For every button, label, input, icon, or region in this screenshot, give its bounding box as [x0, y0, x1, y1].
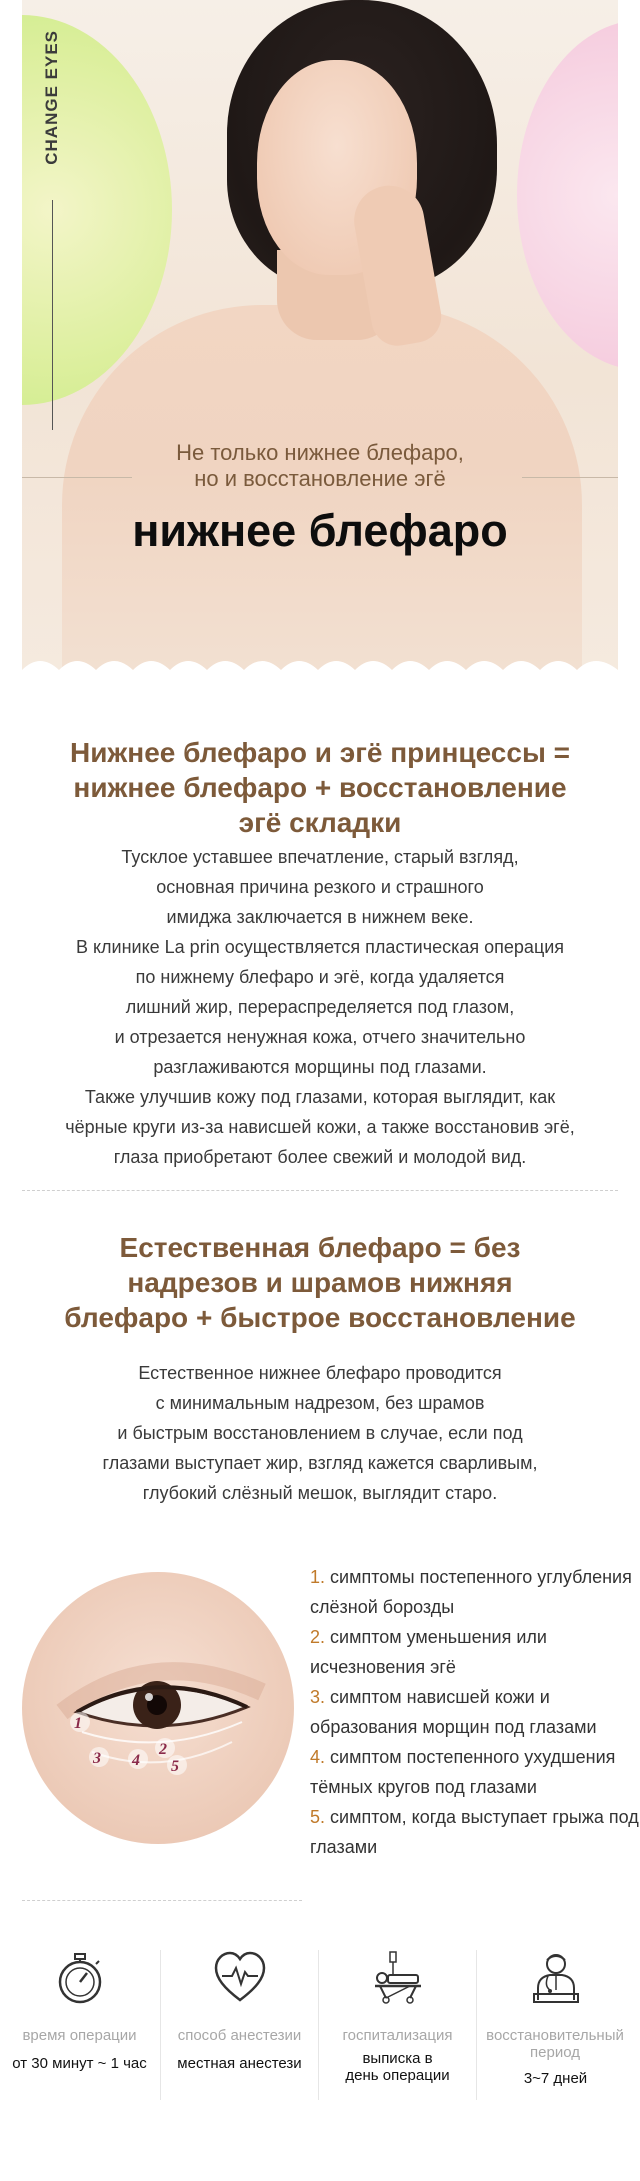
model-body	[62, 305, 582, 682]
info-label: госпитализация	[342, 2027, 453, 2044]
change-eyes-label: CHANGE EYES	[42, 30, 61, 165]
symptom-item: 4. симптом постепенного ухудшения тёмных кругов под глазами	[310, 1747, 616, 1797]
vertical-divider	[52, 200, 53, 430]
info-value: выписка в день операции	[345, 2050, 450, 2084]
symptom-item: 2. симптом уменьшения или исчезновения эгё	[310, 1627, 547, 1677]
symptom-item: 1. симптомы постепенного углубления слёзной борозды	[310, 1567, 632, 1617]
hospital-bed-icon	[372, 1950, 424, 2006]
hero-banner	[22, 0, 618, 682]
pink-circle-decoration	[517, 20, 618, 370]
info-separator	[476, 1950, 477, 2100]
section1-title: Нижнее блефаро и эгё принцессы = нижнее блефаро + восстановление эгё складки	[70, 737, 570, 838]
eye-marker-1: 1	[74, 1715, 82, 1732]
doctor-icon	[530, 1950, 582, 2006]
eye-marker-2: 2	[159, 1741, 167, 1758]
eye-closeup-image	[22, 1572, 294, 1844]
symptom-list	[310, 1562, 640, 1862]
symptom-item: 5. симптом, когда выступает грыжа под глазами	[310, 1807, 639, 1857]
eye-marker-5: 5	[171, 1758, 179, 1775]
section1-body: Тусклое уставшее впечатление, старый взгляд, основная причина резкого и страшного имиджа заключается в нижнем веке. В клинике La prin осуществляется пластическая операция по нижнему блефаро и эгё, когда удаляется лишний жир, перераспределяется под глазом, и отрезается ненужная кожа, отчего значительно разглаживаются морщины под глазами. Также улучшив кожу под глазами, которая выглядит, как чёрные круги из-за нависшей кожи, а также восстановив эгё, глаза приобретают более свежий и молодой вид.	[65, 847, 575, 1167]
section2-title: Естественная блефаро = без надрезов и шрамов нижняя блефаро + быстрое восстановление	[64, 1232, 576, 1333]
section2-body: Естественное нижнее блефаро проводится с минимальным надрезом, без шрамов и быстрым восстановлением в случае, если под глазами выступает жир, взгляд кажется сварливым, глубокий слёзный мешок, выглядит старо.	[102, 1363, 538, 1503]
symptoms-divider	[22, 1900, 302, 1901]
info-value: 3~7 дней	[523, 2070, 588, 2087]
eye-illustration	[22, 1572, 294, 1844]
heart-pulse-icon	[214, 1950, 266, 2006]
info-value: местная анестези	[177, 2055, 302, 2072]
eye-marker-4: 4	[132, 1752, 140, 1769]
info-label: восстановительный период	[486, 2027, 624, 2061]
info-value: от 30 минут ~ 1 час	[12, 2055, 147, 2072]
eye-marker-3: 3	[93, 1750, 101, 1767]
section-divider	[22, 1190, 618, 1191]
stopwatch-icon	[54, 1950, 106, 2006]
symptom-item: 3. симптом нависшей кожи и образования морщин под глазами	[310, 1687, 597, 1737]
hero-subtitle: Не только нижнее блефаро, но и восстановление эгё	[176, 440, 464, 491]
info-label: способ анестезии	[177, 2027, 302, 2044]
info-separator	[318, 1950, 319, 2100]
info-label: время операции	[22, 2027, 137, 2044]
wave-bottom-edge	[22, 652, 618, 682]
hero-title: нижнее блефаро	[132, 505, 508, 556]
info-separator	[160, 1950, 161, 2100]
